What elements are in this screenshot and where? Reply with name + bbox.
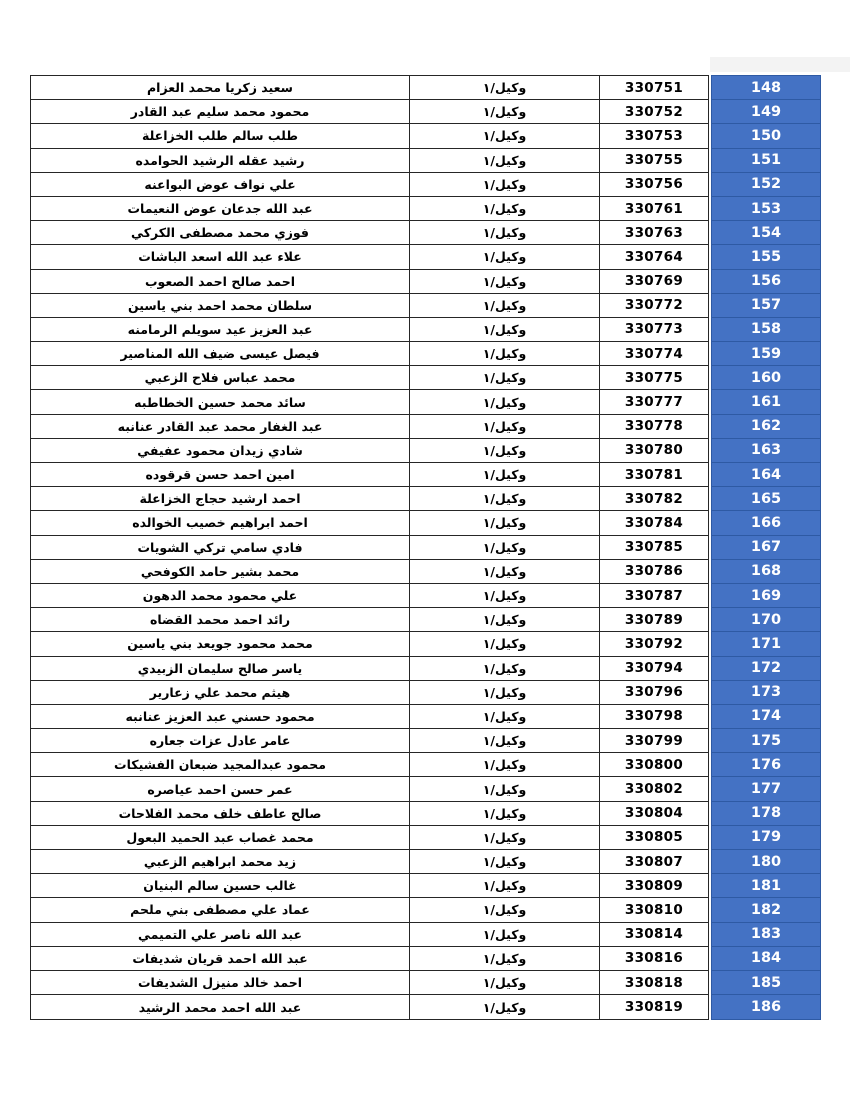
agent-type-cell: وكيل/١ xyxy=(410,850,600,874)
person-name-cell: رشيد عقله الرشيد الحوامده xyxy=(31,149,410,173)
person-name-cell: احمد ابراهيم خصيب الخوالده xyxy=(31,511,410,535)
serial-cell: 171 xyxy=(712,632,820,656)
person-name-cell: سعيد زكريا محمد العزام xyxy=(31,76,410,100)
table-row xyxy=(31,536,708,560)
file-number-cell: 330761 xyxy=(600,197,708,221)
person-name-cell: عبد الله جدعان عوض النعيمات xyxy=(31,197,410,221)
person-name-cell: احمد خالد منيزل الشديفات xyxy=(31,971,410,995)
person-name-cell: عبد العزيز عيد سويلم الرمامنه xyxy=(31,318,410,342)
serial-cell: 170 xyxy=(712,608,820,632)
file-number-cell: 330775 xyxy=(600,366,708,390)
file-number-cell: 330802 xyxy=(600,777,708,801)
file-number-cell: 330807 xyxy=(600,850,708,874)
agent-type-cell: وكيل/١ xyxy=(410,294,600,318)
agent-type-cell: وكيل/١ xyxy=(410,681,600,705)
table-row xyxy=(31,149,708,173)
agent-type-cell: وكيل/١ xyxy=(410,777,600,801)
table-row xyxy=(31,777,708,801)
scan-artifact-bar xyxy=(710,57,850,72)
agent-type-cell: وكيل/١ xyxy=(410,729,600,753)
agent-type-cell: وكيل/١ xyxy=(410,995,600,1019)
agent-type-cell: وكيل/١ xyxy=(410,270,600,294)
serial-cell: 172 xyxy=(712,657,820,681)
file-number-cell: 330809 xyxy=(600,874,708,898)
table-row xyxy=(31,681,708,705)
table-row xyxy=(31,608,708,632)
serial-cell: 176 xyxy=(712,753,820,777)
table-row xyxy=(31,197,708,221)
person-name-cell: محمود محمد سليم عبد القادر xyxy=(31,100,410,124)
person-name-cell: محمد بشير حامد الكوفحي xyxy=(31,560,410,584)
agent-type-cell: وكيل/١ xyxy=(410,584,600,608)
agent-type-cell: وكيل/١ xyxy=(410,632,600,656)
table-row xyxy=(31,874,708,898)
file-number-cell: 330756 xyxy=(600,173,708,197)
serial-cell: 173 xyxy=(712,681,820,705)
person-name-cell: زيد محمد ابراهيم الزعبي xyxy=(31,850,410,874)
file-number-cell: 330781 xyxy=(600,463,708,487)
person-name-cell: امين احمد حسن قرقوده xyxy=(31,463,410,487)
file-number-cell: 330819 xyxy=(624,999,684,1016)
person-name-cell: علاء عبد الله اسعد الباشات xyxy=(31,245,410,269)
table-row xyxy=(31,898,708,922)
table-row xyxy=(31,826,708,850)
file-number-cell: 330804 xyxy=(600,802,708,826)
serial-cell: 155 xyxy=(712,245,820,269)
table-row xyxy=(31,463,708,487)
agent-type-cell: وكيل/١ xyxy=(410,802,600,826)
agent-type-cell: وكيل/١ xyxy=(410,149,600,173)
table-row xyxy=(31,947,708,971)
serial-cell: 156 xyxy=(712,270,820,294)
person-name-cell: علي محمود محمد الدهون xyxy=(31,584,410,608)
agent-type-cell: وكيل/١ xyxy=(410,947,600,971)
file-number-cell: 330800 xyxy=(600,753,708,777)
serial-cell: 148 xyxy=(712,76,820,100)
file-number-cell: 330792 xyxy=(600,632,708,656)
file-number-cell: 330774 xyxy=(600,342,708,366)
table-row xyxy=(31,390,708,414)
file-number-cell: 330796 xyxy=(600,681,708,705)
person-name-cell: محمد محمود جويعد بني ياسين xyxy=(31,632,410,656)
person-name-cell: احمد صالح احمد الصعوب xyxy=(31,270,410,294)
serial-cell: 165 xyxy=(712,487,820,511)
file-number-cell: 330782 xyxy=(600,487,708,511)
serial-cell: 181 xyxy=(712,874,820,898)
agent-type-cell: وكيل/١ xyxy=(410,608,600,632)
file-number-cell: 330751 xyxy=(600,76,708,100)
serial-cell: 185 xyxy=(712,971,820,995)
serial-cell: 160 xyxy=(712,366,820,390)
person-name-cell: عبد الله احمد قريان شديفات xyxy=(31,947,410,971)
serial-cell: 164 xyxy=(712,463,820,487)
table-row xyxy=(31,584,708,608)
agent-type-cell: وكيل/١ xyxy=(410,560,600,584)
person-name-cell: علي نواف عوض البواعنه xyxy=(31,173,410,197)
person-name-cell: شادي زيدان محمود عفيفي xyxy=(31,439,410,463)
person-name-cell: رائد احمد محمد القضاه xyxy=(31,608,410,632)
agent-type-cell: وكيل/١ xyxy=(410,221,600,245)
file-number-cell: 330753 xyxy=(600,124,708,148)
table-row xyxy=(31,729,708,753)
serial-cell: 179 xyxy=(712,826,820,850)
agent-type-cell: وكيل/١ xyxy=(410,753,600,777)
person-name-cell: محمود حسني عبد العزيز عنانبه xyxy=(31,705,410,729)
agent-type-cell: وكيل/١ xyxy=(410,415,600,439)
table-row xyxy=(31,100,708,124)
person-name-cell: فادي سامي تركي الشويات xyxy=(31,536,410,560)
agent-type-cell: وكيل/١ xyxy=(410,197,600,221)
serial-cell: 182 xyxy=(712,898,820,922)
agent-type-cell: وكيل/١ xyxy=(410,826,600,850)
serial-cell: 162 xyxy=(712,415,820,439)
file-number-cell: 330780 xyxy=(600,439,708,463)
person-name-cell: هيثم محمد علي زعارير xyxy=(31,681,410,705)
serial-cell: 161 xyxy=(712,390,820,414)
serial-cell: 152 xyxy=(712,173,820,197)
agent-type-cell: وكيل/١ xyxy=(410,511,600,535)
file-number-cell: 330805 xyxy=(600,826,708,850)
agent-type-cell: وكيل/١ xyxy=(410,124,600,148)
table-row xyxy=(31,76,708,100)
person-name-cell: محمد عباس فلاح الزعبي xyxy=(31,366,410,390)
file-number-cell: 330772 xyxy=(600,294,708,318)
person-name-cell: احمد ارشيد حجاج الخزاعلة xyxy=(31,487,410,511)
file-number-cell: 330818 xyxy=(600,971,708,995)
agent-type-cell: وكيل/١ xyxy=(410,245,600,269)
serial-cell: 175 xyxy=(712,729,820,753)
serial-cell: 151 xyxy=(712,149,820,173)
table-row xyxy=(31,173,708,197)
file-number-cell: 330798 xyxy=(600,705,708,729)
file-number-cell: 330814 xyxy=(600,923,708,947)
person-name-cell: طلب سالم طلب الخزاعلة xyxy=(31,124,410,148)
table-row xyxy=(31,294,708,318)
agent-type-cell: وكيل/١ xyxy=(410,971,600,995)
agent-type-cell: وكيل/١ xyxy=(410,173,600,197)
table-row xyxy=(31,753,708,777)
serial-cell: 150 xyxy=(712,124,820,148)
file-number-cell: 330799 xyxy=(600,729,708,753)
agent-type-cell: وكيل/١ xyxy=(410,705,600,729)
file-number-cell: 330752 xyxy=(600,100,708,124)
serial-cell: 183 xyxy=(712,923,820,947)
file-number-cell: 330764 xyxy=(600,245,708,269)
file-number-cell: 330763 xyxy=(600,221,708,245)
person-name-cell: ياسر صالح سليمان الزبيدي xyxy=(31,657,410,681)
person-name-cell: فوزي محمد مصطفى الكركي xyxy=(31,221,410,245)
person-name-cell: فيصل عيسى ضيف الله المناصير xyxy=(31,342,410,366)
file-number-cell: 330769 xyxy=(600,270,708,294)
person-name-cell: عبد الله احمد محمد الرشيد xyxy=(31,995,410,1019)
table-row xyxy=(31,657,708,681)
serial-cell: 163 xyxy=(712,439,820,463)
table-row xyxy=(31,923,708,947)
agent-type-cell: وكيل/١ xyxy=(410,898,600,922)
file-number-cell: 330786 xyxy=(600,560,708,584)
serial-cell: 159 xyxy=(712,342,820,366)
serial-cell: 167 xyxy=(712,536,820,560)
agent-type-cell: وكيل/١ xyxy=(410,342,600,366)
agent-type-cell: وكيل/١ xyxy=(410,100,600,124)
agent-type-cell: وكيل/١ xyxy=(410,463,600,487)
agent-type-cell: وكيل/١ xyxy=(410,657,600,681)
table-row xyxy=(31,995,708,1019)
table-row xyxy=(31,487,708,511)
serial-cell: 168 xyxy=(712,560,820,584)
table-row xyxy=(31,366,708,390)
person-name-cell: صالح عاطف خلف محمد الفلاحات xyxy=(31,802,410,826)
agent-type-cell: وكيل/١ xyxy=(410,487,600,511)
file-number-cell: 330773 xyxy=(600,318,708,342)
roster-table xyxy=(30,75,709,1020)
serial-cell: 169 xyxy=(712,584,820,608)
table-row xyxy=(31,415,708,439)
file-number-cell: 330785 xyxy=(600,536,708,560)
table-row xyxy=(31,850,708,874)
file-number-cell: 330789 xyxy=(600,608,708,632)
agent-type-cell: وكيل/١ xyxy=(410,536,600,560)
person-name-cell: عماد علي مصطفى بني ملحم xyxy=(31,898,410,922)
file-number-cell: 330787 xyxy=(600,584,708,608)
table-row xyxy=(31,270,708,294)
agent-type-cell: وكيل/١ xyxy=(410,923,600,947)
file-number-cell: 330784 xyxy=(600,511,708,535)
file-number-cell: 330778 xyxy=(600,415,708,439)
table-row xyxy=(31,342,708,366)
table-row xyxy=(31,511,708,535)
serial-cell: 157 xyxy=(712,294,820,318)
serial-cell: 180 xyxy=(712,850,820,874)
table-row xyxy=(31,802,708,826)
agent-type-cell: وكيل/١ xyxy=(410,318,600,342)
serial-cell: 149 xyxy=(712,100,820,124)
table-row xyxy=(31,318,708,342)
file-number-cell: 330810 xyxy=(600,898,708,922)
file-number-cell: 330777 xyxy=(600,390,708,414)
serial-cell: 154 xyxy=(712,221,820,245)
agent-type-cell: وكيل/١ xyxy=(410,76,600,100)
serial-number-column xyxy=(711,75,821,1020)
agent-type-cell: وكيل/١ xyxy=(410,390,600,414)
person-name-cell: عبد الله ناصر علي التميمي xyxy=(31,923,410,947)
person-name-cell: سلطان محمد احمد بني ياسين xyxy=(31,294,410,318)
serial-cell: 186 xyxy=(712,995,820,1019)
person-name-cell: محمد غصاب عبد الحميد البعول xyxy=(31,826,410,850)
serial-cell: 174 xyxy=(712,705,820,729)
table-row xyxy=(31,221,708,245)
table-row xyxy=(31,245,708,269)
table-row xyxy=(31,560,708,584)
agent-type-cell: وكيل/١ xyxy=(410,439,600,463)
serial-cell: 184 xyxy=(712,947,820,971)
table-row xyxy=(31,124,708,148)
file-number-cell: 330794 xyxy=(600,657,708,681)
person-name-cell: سائد محمد حسين الخطاطبه xyxy=(31,390,410,414)
agent-type-cell: وكيل/١ xyxy=(410,366,600,390)
serial-cell: 178 xyxy=(712,802,820,826)
table-row xyxy=(31,705,708,729)
person-name-cell: محمود عبدالمجيد ضبعان الفشيكات xyxy=(31,753,410,777)
table-row xyxy=(31,439,708,463)
person-name-cell: عبد الغفار محمد عبد القادر عنانبه xyxy=(31,415,410,439)
table-row xyxy=(31,632,708,656)
file-number-cell: 330816 xyxy=(600,947,708,971)
file-number-cell: 330755 xyxy=(600,149,708,173)
agent-type-cell: وكيل/١ xyxy=(410,874,600,898)
person-name-cell: غالب حسين سالم البنيان xyxy=(31,874,410,898)
serial-cell: 177 xyxy=(712,777,820,801)
person-name-cell: عمر حسن احمد عياصره xyxy=(31,777,410,801)
person-name-cell: عامر عادل عزات جعاره xyxy=(31,729,410,753)
table-row xyxy=(31,971,708,995)
serial-cell: 153 xyxy=(712,197,820,221)
serial-cell: 158 xyxy=(712,318,820,342)
serial-cell: 166 xyxy=(712,511,820,535)
